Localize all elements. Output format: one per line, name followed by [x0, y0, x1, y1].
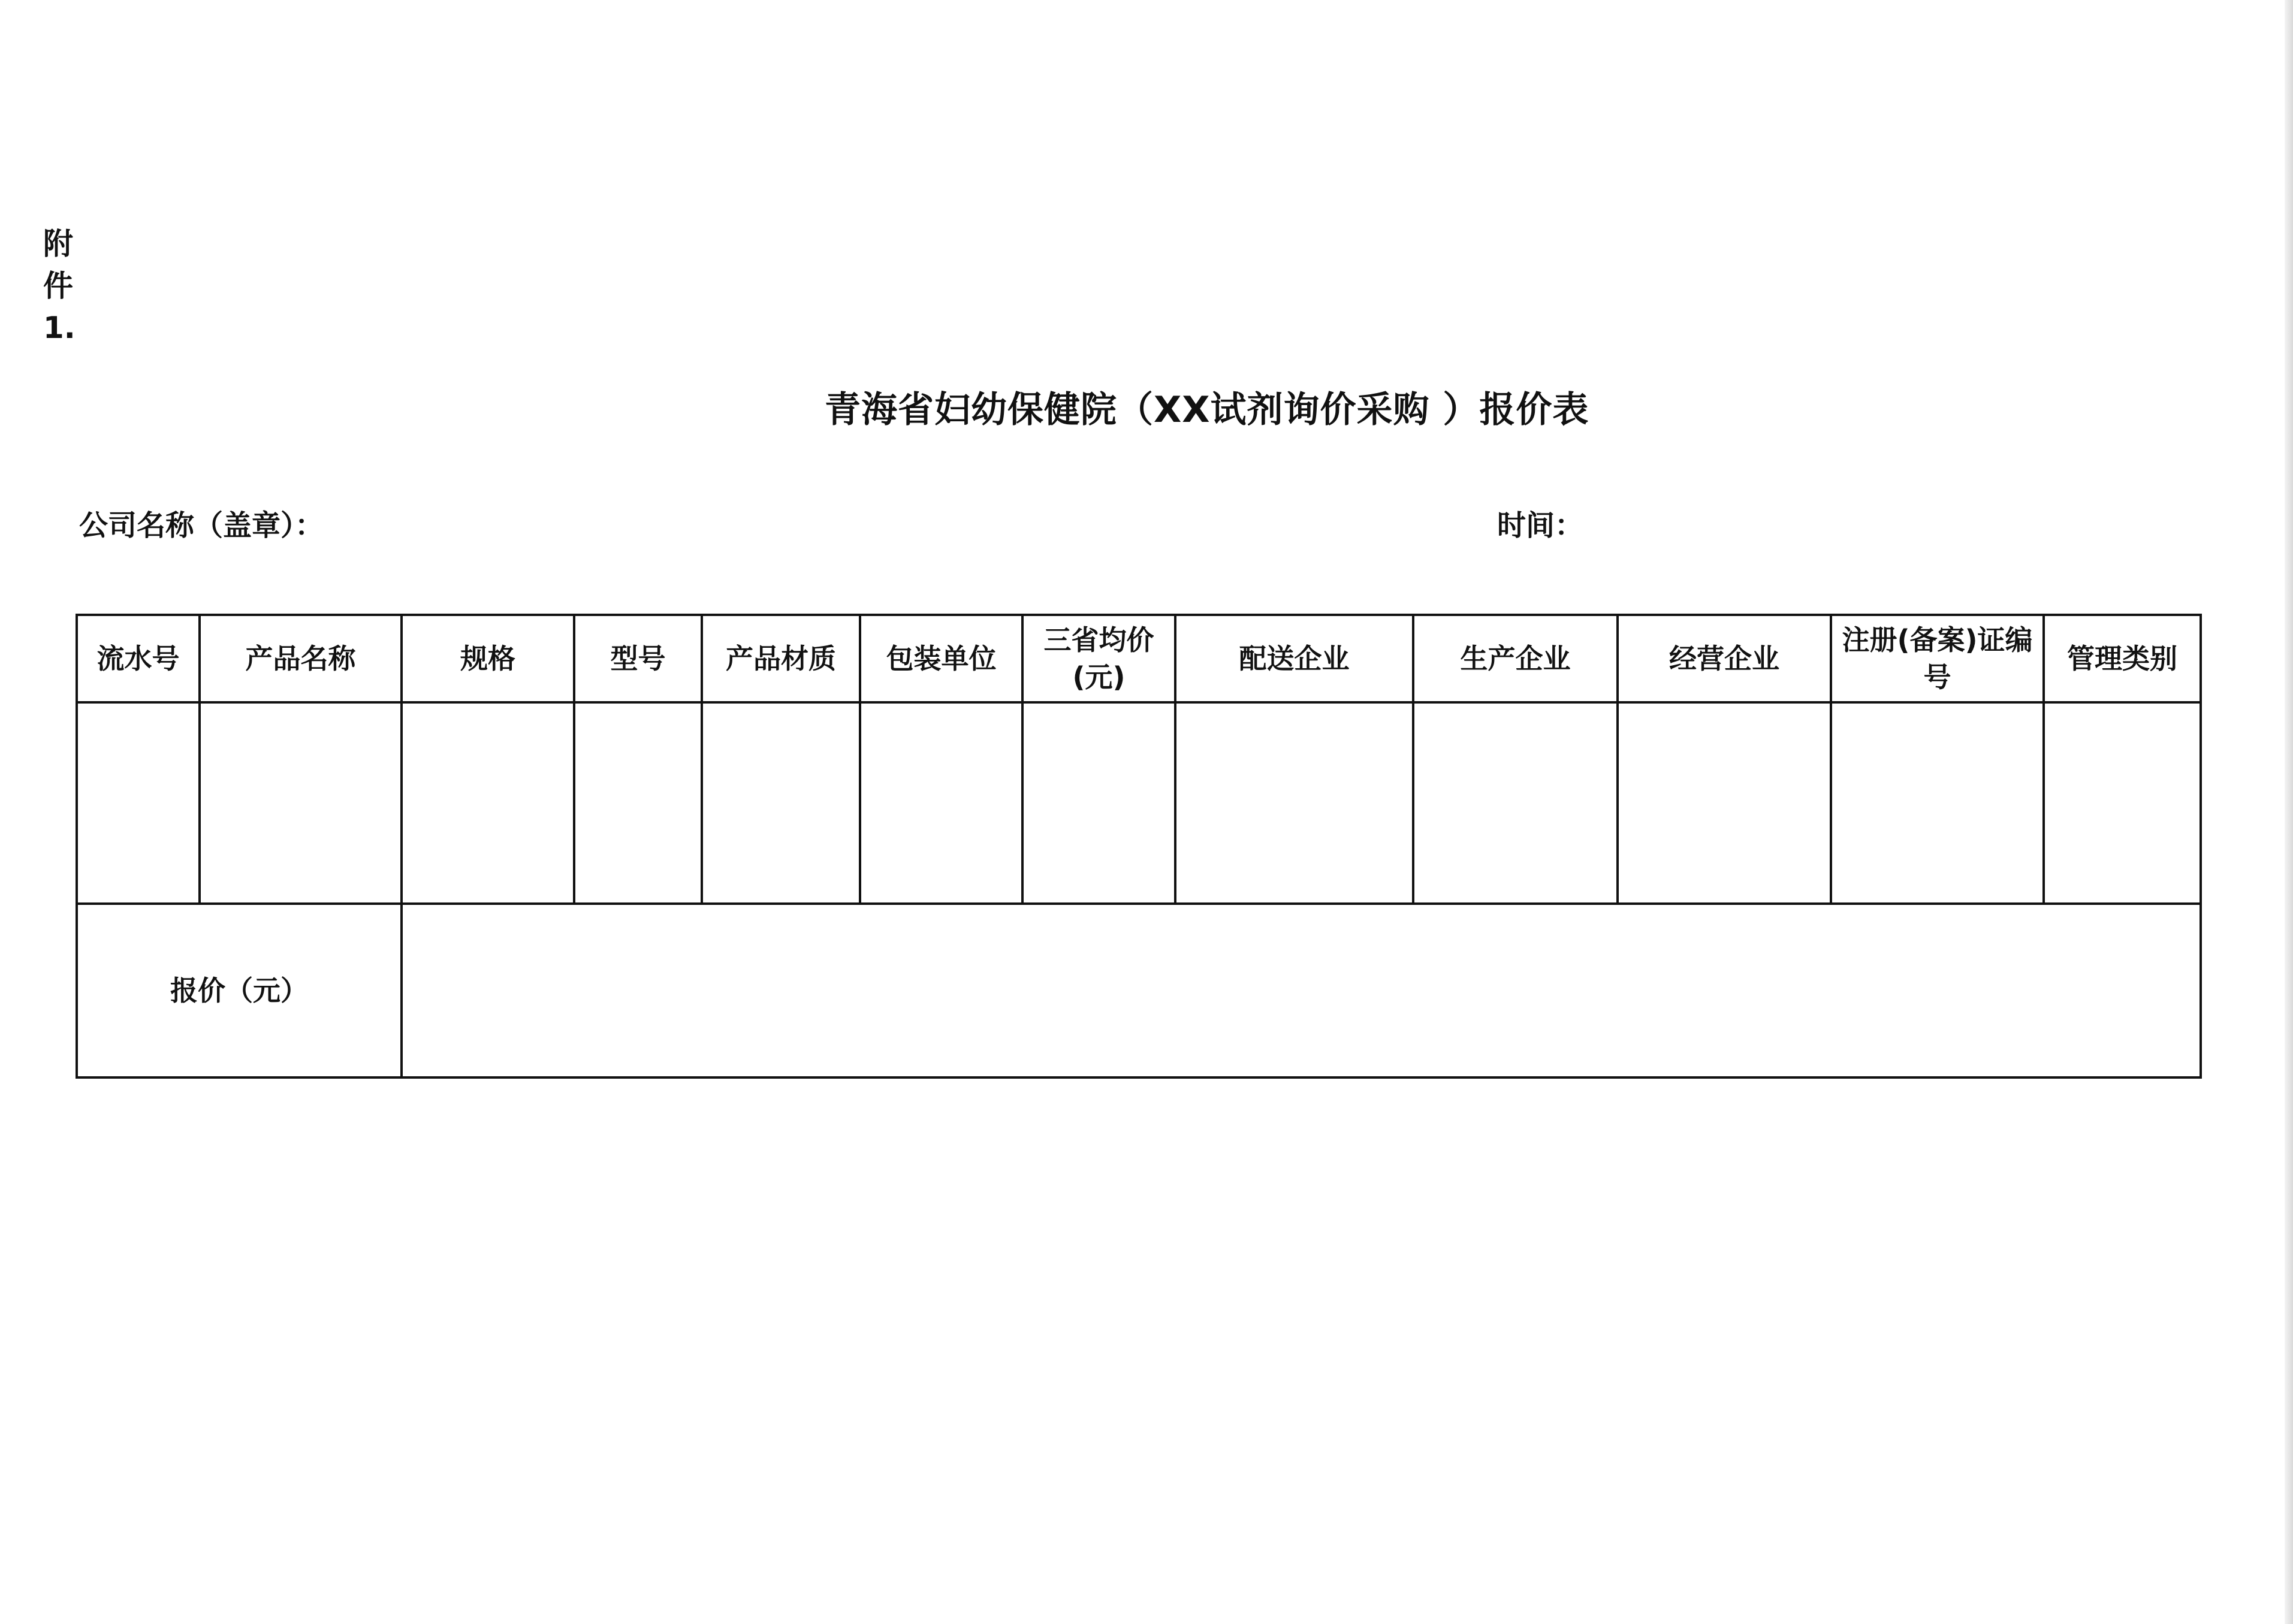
- company-name-label: 公司名称（盖章）：: [79, 509, 324, 542]
- header-manufacturer: 生产企业: [1413, 615, 1618, 702]
- manufacturer-cell: [1413, 702, 1618, 904]
- registration-number-cell: [1831, 702, 2044, 904]
- quote-label: 报价（元）: [77, 904, 402, 1077]
- table-row: [77, 702, 2201, 904]
- quote-total-row: [77, 904, 2201, 1077]
- header-operating-company: 经营企业: [1618, 615, 1831, 702]
- form-title: 青海省妇幼保健院（XX试剂询价采购 ）报价表: [825, 389, 1589, 431]
- attachment-char-1: 附: [43, 227, 73, 261]
- header-distribution-company: 配送企业: [1175, 615, 1413, 702]
- header-average-price: 三省均价(元): [1022, 615, 1175, 702]
- header-product-material: 产品材质: [702, 615, 860, 702]
- date-label: 时间：: [1497, 509, 1584, 542]
- attachment-char-2: 件: [43, 268, 73, 303]
- serial-number-cell: [77, 702, 200, 904]
- header-management-category: 管理类别: [2044, 615, 2201, 702]
- header-specification: 规格: [402, 615, 574, 702]
- management-category-cell: [2044, 702, 2201, 904]
- table-header-row: [77, 615, 2201, 702]
- header-packaging-unit: 包装单位: [860, 615, 1022, 702]
- header-model: 型号: [574, 615, 702, 702]
- specification-cell: [402, 702, 574, 904]
- quote-table: [76, 614, 2202, 1079]
- page-edge: [2285, 0, 2293, 1624]
- model-cell: [574, 702, 702, 904]
- operating-company-cell: [1618, 702, 1831, 904]
- attachment-number: 1.: [43, 310, 76, 345]
- distribution-company-cell: [1175, 702, 1413, 904]
- average-price-cell: [1022, 702, 1175, 904]
- header-registration-number: 注册(备案)证编号: [1831, 615, 2044, 702]
- header-serial-number: 流水号: [77, 615, 200, 702]
- header-product-name: 产品名称: [200, 615, 402, 702]
- attachment-label: [43, 223, 79, 349]
- quote-value-cell: [402, 904, 2201, 1077]
- product-name-cell: [200, 702, 402, 904]
- product-material-cell: [702, 702, 860, 904]
- packaging-unit-cell: [860, 702, 1022, 904]
